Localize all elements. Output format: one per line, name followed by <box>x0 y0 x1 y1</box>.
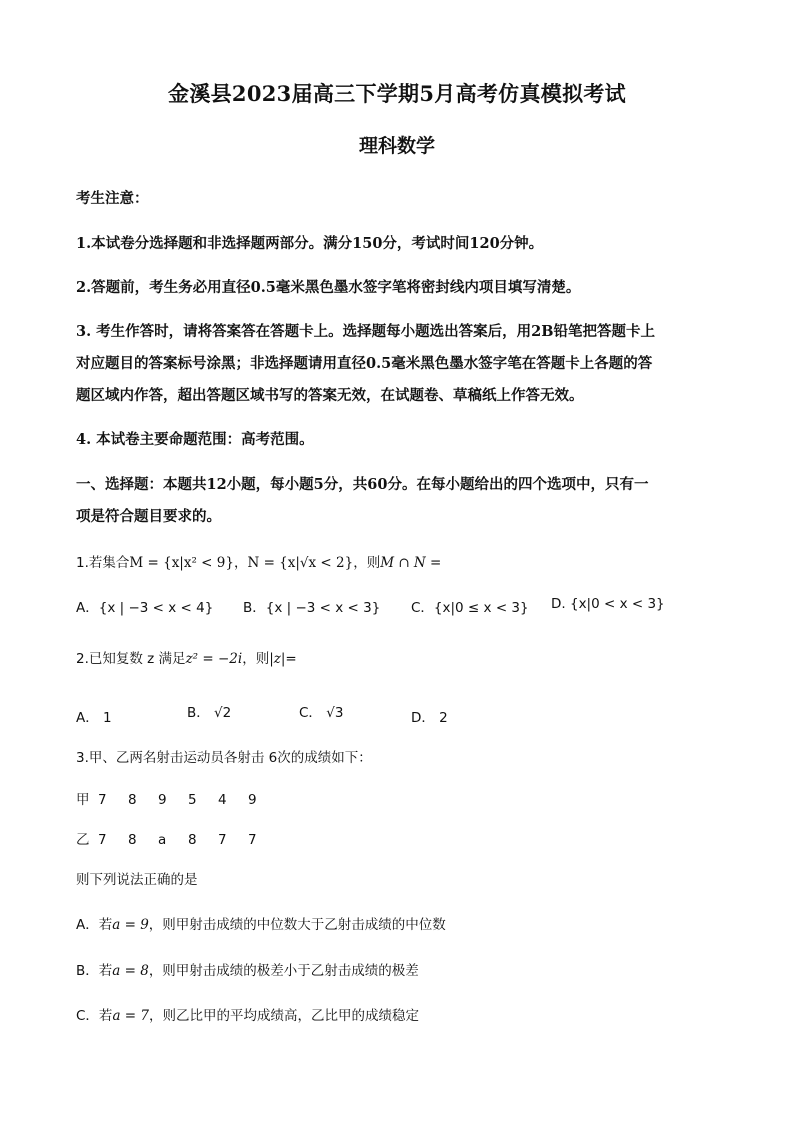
exam-title: 金溪县2023届高三下学期5月高考仿真模拟考试 <box>168 81 626 106</box>
q2-option-c: C． √3 <box>299 705 344 721</box>
question-2-stem <box>76 647 297 667</box>
q3-yi-score-6: 7 <box>248 832 257 848</box>
notice-item-3-line-2: 对应题目的答案标号涂黑；非选择题请用直径0.5毫米黑色墨水签字笔在答题卡上各题的答 <box>76 355 653 372</box>
q3-option-c <box>76 1004 419 1024</box>
q3-yi-score-2: 8 <box>128 832 137 848</box>
notice-item-1: 1.本试卷分选择题和非选择题两部分。满分150分，考试时间120分钟。 <box>76 235 544 252</box>
q1-option-c: C．{x|0 ≤ x < 3} <box>411 600 529 616</box>
notice-item-4: 4. 本试卷主要命题范围：高考范围。 <box>76 431 314 448</box>
q1-set-n: N = {x|√x < 2} <box>247 555 354 571</box>
q3-jia-score-5: 4 <box>218 792 227 808</box>
q1-expr: M ∩ N = <box>380 555 442 571</box>
question-3-stem: 3.甲、乙两名射击运动员各射击 6次的成绩如下： <box>76 750 372 766</box>
q3-jia-score-1: 7 <box>98 792 107 808</box>
q3-jia-score-4: 5 <box>188 792 197 808</box>
q3-jia-score-6: 9 <box>248 792 257 808</box>
q2-option-b: B． √2 <box>187 705 232 721</box>
q3-yi-label: 乙 <box>76 832 90 848</box>
question-1-stem <box>76 551 441 571</box>
q3-a-prefix: A．若 <box>76 917 113 933</box>
q3-jia-score-3: 9 <box>158 792 167 808</box>
q3-option-a <box>76 913 446 933</box>
q2-abs: |z| <box>269 651 286 667</box>
q3-a-cond: a = 9 <box>112 917 149 933</box>
q3-b-cond: a = 8 <box>112 963 149 979</box>
notice-item-2: 2.答题前，考生务必用直径0.5毫米黑色墨水签字笔将密封线内项目填写清楚。 <box>76 279 581 296</box>
q3-jia-label: 甲 <box>76 792 90 808</box>
q3-yi-score-4: 8 <box>188 832 197 848</box>
q3-score-row-yi <box>76 828 257 848</box>
q3-c-cond: a = 7 <box>112 1008 149 1024</box>
q2-prefix: 2.已知复数 z 满足 <box>76 651 186 667</box>
section-1-line-2: 项是符合题目要求的。 <box>76 508 221 525</box>
q2-mid: ，则 <box>242 651 270 667</box>
notice-heading: 考生注意： <box>76 190 149 207</box>
q3-c-text: ，则乙比甲的平均成绩高，乙比甲的成绩稳定 <box>148 1008 419 1024</box>
q3-b-text: ，则甲射击成绩的极差小于乙射击成绩的极差 <box>148 963 419 979</box>
q3-option-b <box>76 959 419 979</box>
q1-option-a: A．{x | −3 < x < 4} <box>76 600 214 616</box>
q3-yi-score-5: 7 <box>218 832 227 848</box>
q1-set-m: M = {x|x² < 9} <box>129 555 234 571</box>
section-1-line-1: 一、选择题：本题共12小题，每小题5分，共60分。在每小题给出的四个选项中，只有一 <box>76 476 649 493</box>
q3-a-text: ，则甲射击成绩的中位数大于乙射击成绩的中位数 <box>148 917 446 933</box>
q2-suffix: = <box>285 651 297 667</box>
notice-item-3-line-3: 题区域内作答，超出答题区域书写的答案无效，在试题卷、草稿纸上作答无效。 <box>76 387 584 404</box>
q2-expr: z² = −2i <box>185 651 243 667</box>
q1-option-b: B．{x | −3 < x < 3} <box>243 600 381 616</box>
q3-prompt: 则下列说法正确的是 <box>76 872 198 888</box>
q3-yi-score-3: a <box>158 832 167 848</box>
q3-jia-score-2: 8 <box>128 792 137 808</box>
q2-option-d: D． 2 <box>411 710 448 726</box>
q1-option-d: D. {x|0 < x < 3} <box>551 596 665 612</box>
q3-yi-score-1: 7 <box>98 832 107 848</box>
q3-b-prefix: B．若 <box>76 963 113 979</box>
q3-score-row-jia <box>76 788 257 808</box>
q2-option-a: A． 1 <box>76 710 112 726</box>
q3-c-prefix: C．若 <box>76 1008 113 1024</box>
notice-item-3-line-1: 3. 考生作答时，请将答案答在答题卡上。选择题每小题选出答案后，用2B铅笔把答题卡上 <box>76 323 656 340</box>
q1-sep: ， <box>233 555 248 571</box>
q1-mid: ，则 <box>353 555 381 571</box>
exam-subject: 理科数学 <box>358 135 435 157</box>
q1-prefix: 1.若集合 <box>76 555 130 571</box>
